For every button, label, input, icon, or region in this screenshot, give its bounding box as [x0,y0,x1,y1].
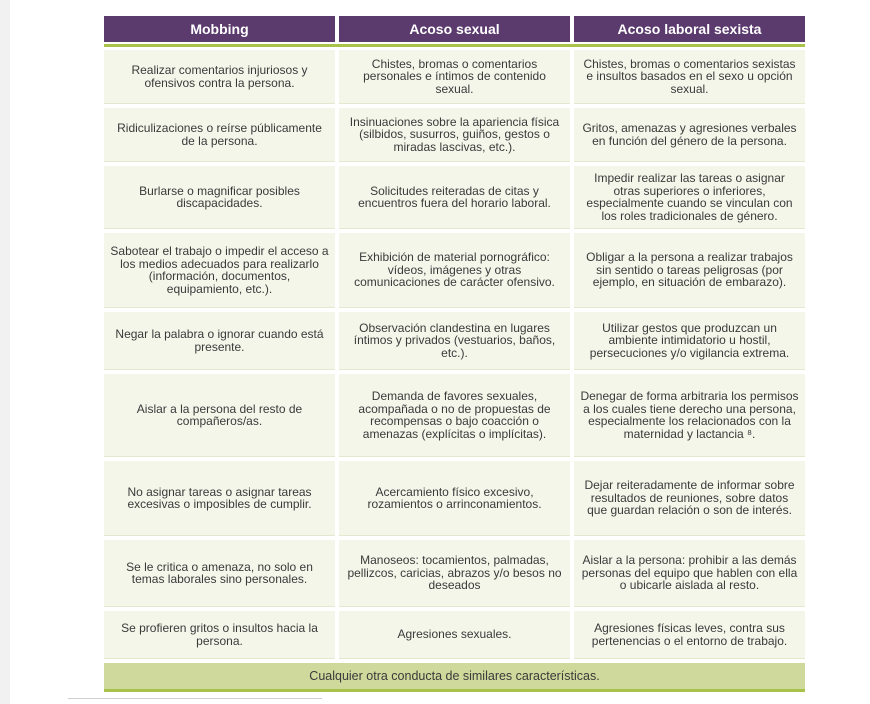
table-cell: No asignar tareas o asignar tareas excesivas o imposibles de cumplir. [104,461,335,536]
table-cell: Burlarse o magnificar posibles discapacidades. [104,166,335,229]
header-acoso-laboral-sexista: Acoso laboral sexista [574,16,805,42]
table-cell: Demanda de favores sexuales, acompañada o no de propuestas de recompensas o bajo coacción o amenazas (explícitas o implícitas). [339,374,570,457]
header-underline [104,44,805,47]
page-divider [68,698,322,699]
table-cell: Chistes, bromas o comentarios personales e íntimos de contenido sexual. [339,50,570,104]
header-mobbing: Mobbing [104,16,335,42]
table-cell: Insinuaciones sobre la apariencia física (silbidos, susurros, guiños, gestos o miradas lascivas, etc.). [339,108,570,162]
table-cell: Realizar comentarios injuriosos y ofensivos contra la persona. [104,50,335,104]
footer-underline [104,689,805,692]
table-cell: Gritos, amenazas y agresiones verbales en función del género de la persona. [574,108,805,162]
table-cell: Utilizar gestos que produzcan un ambiente intimidatorio u hostil, persecuciones y/o vigilancia extrema. [574,312,805,370]
table-cell: Ridiculizaciones o reírse públicamente de la persona. [104,108,335,162]
table-cell: Acercamiento físico excesivo, rozamientos o arrinconamientos. [339,461,570,536]
table-cell: Impedir realizar las tareas o asignar otras superiores o inferiores, especialmente cuando se vinculan con los roles tradicionales de género. [574,166,805,229]
table-cell: Obligar a la persona a realizar trabajos sin sentido o tareas peligrosas (por ejemplo, en situación de embarazo). [574,233,805,308]
table-cell: Chistes, bromas o comentarios sexistas e insultos basados en el sexo u opción sexual. [574,50,805,104]
table-cell: Se profieren gritos o insultos hacia la persona. [104,611,335,659]
table-cell: Negar la palabra o ignorar cuando está presente. [104,312,335,370]
table-cell: Solicitudes reiteradas de citas y encuentros fuera del horario laboral. [339,166,570,229]
table-cell: Observación clandestina en lugares íntimos y privados (vestuarios, baños, etc.). [339,312,570,370]
table-footer: Cualquier otra conducta de similares características. [104,663,805,689]
table-cell: Agresiones físicas leves, contra sus pertenencias o el entorno de trabajo. [574,611,805,659]
table-cell: Agresiones sexuales. [339,611,570,659]
table-cell: Dejar reiteradamente de informar sobre resultados de reuniones, sobre datos que guardan relación o son de interés. [574,461,805,536]
table-cell: Se le critica o amenaza, no solo en temas laborales sino personales. [104,540,335,607]
table-cell: Aislar a la persona del resto de compañeros/as. [104,374,335,457]
harassment-comparison-table [104,16,806,692]
table-cell: Sabotear el trabajo o impedir el acceso a los medios adecuados para realizarlo (información, documentos, equipamiento, etc.). [104,233,335,308]
table-cell: Denegar de forma arbitraria los permisos a los cuales tiene derecho una persona, especialmente los relacionados con la maternidad y lactancia ⁸. [574,374,805,457]
table-cell: Manoseos: tocamientos, palmadas, pellizcos, caricias, abrazos y/o besos no deseados [339,540,570,607]
table-cell: Aislar a la persona: prohibir a las demás personas del equipo que hablen con ella o ubicarle aislada al resto. [574,540,805,607]
table-cell: Exhibición de material pornográfico: vídeos, imágenes y otras comunicaciones de carácter ofensivo. [339,233,570,308]
header-acoso-sexual: Acoso sexual [339,16,570,42]
left-margin-strip [0,0,10,704]
